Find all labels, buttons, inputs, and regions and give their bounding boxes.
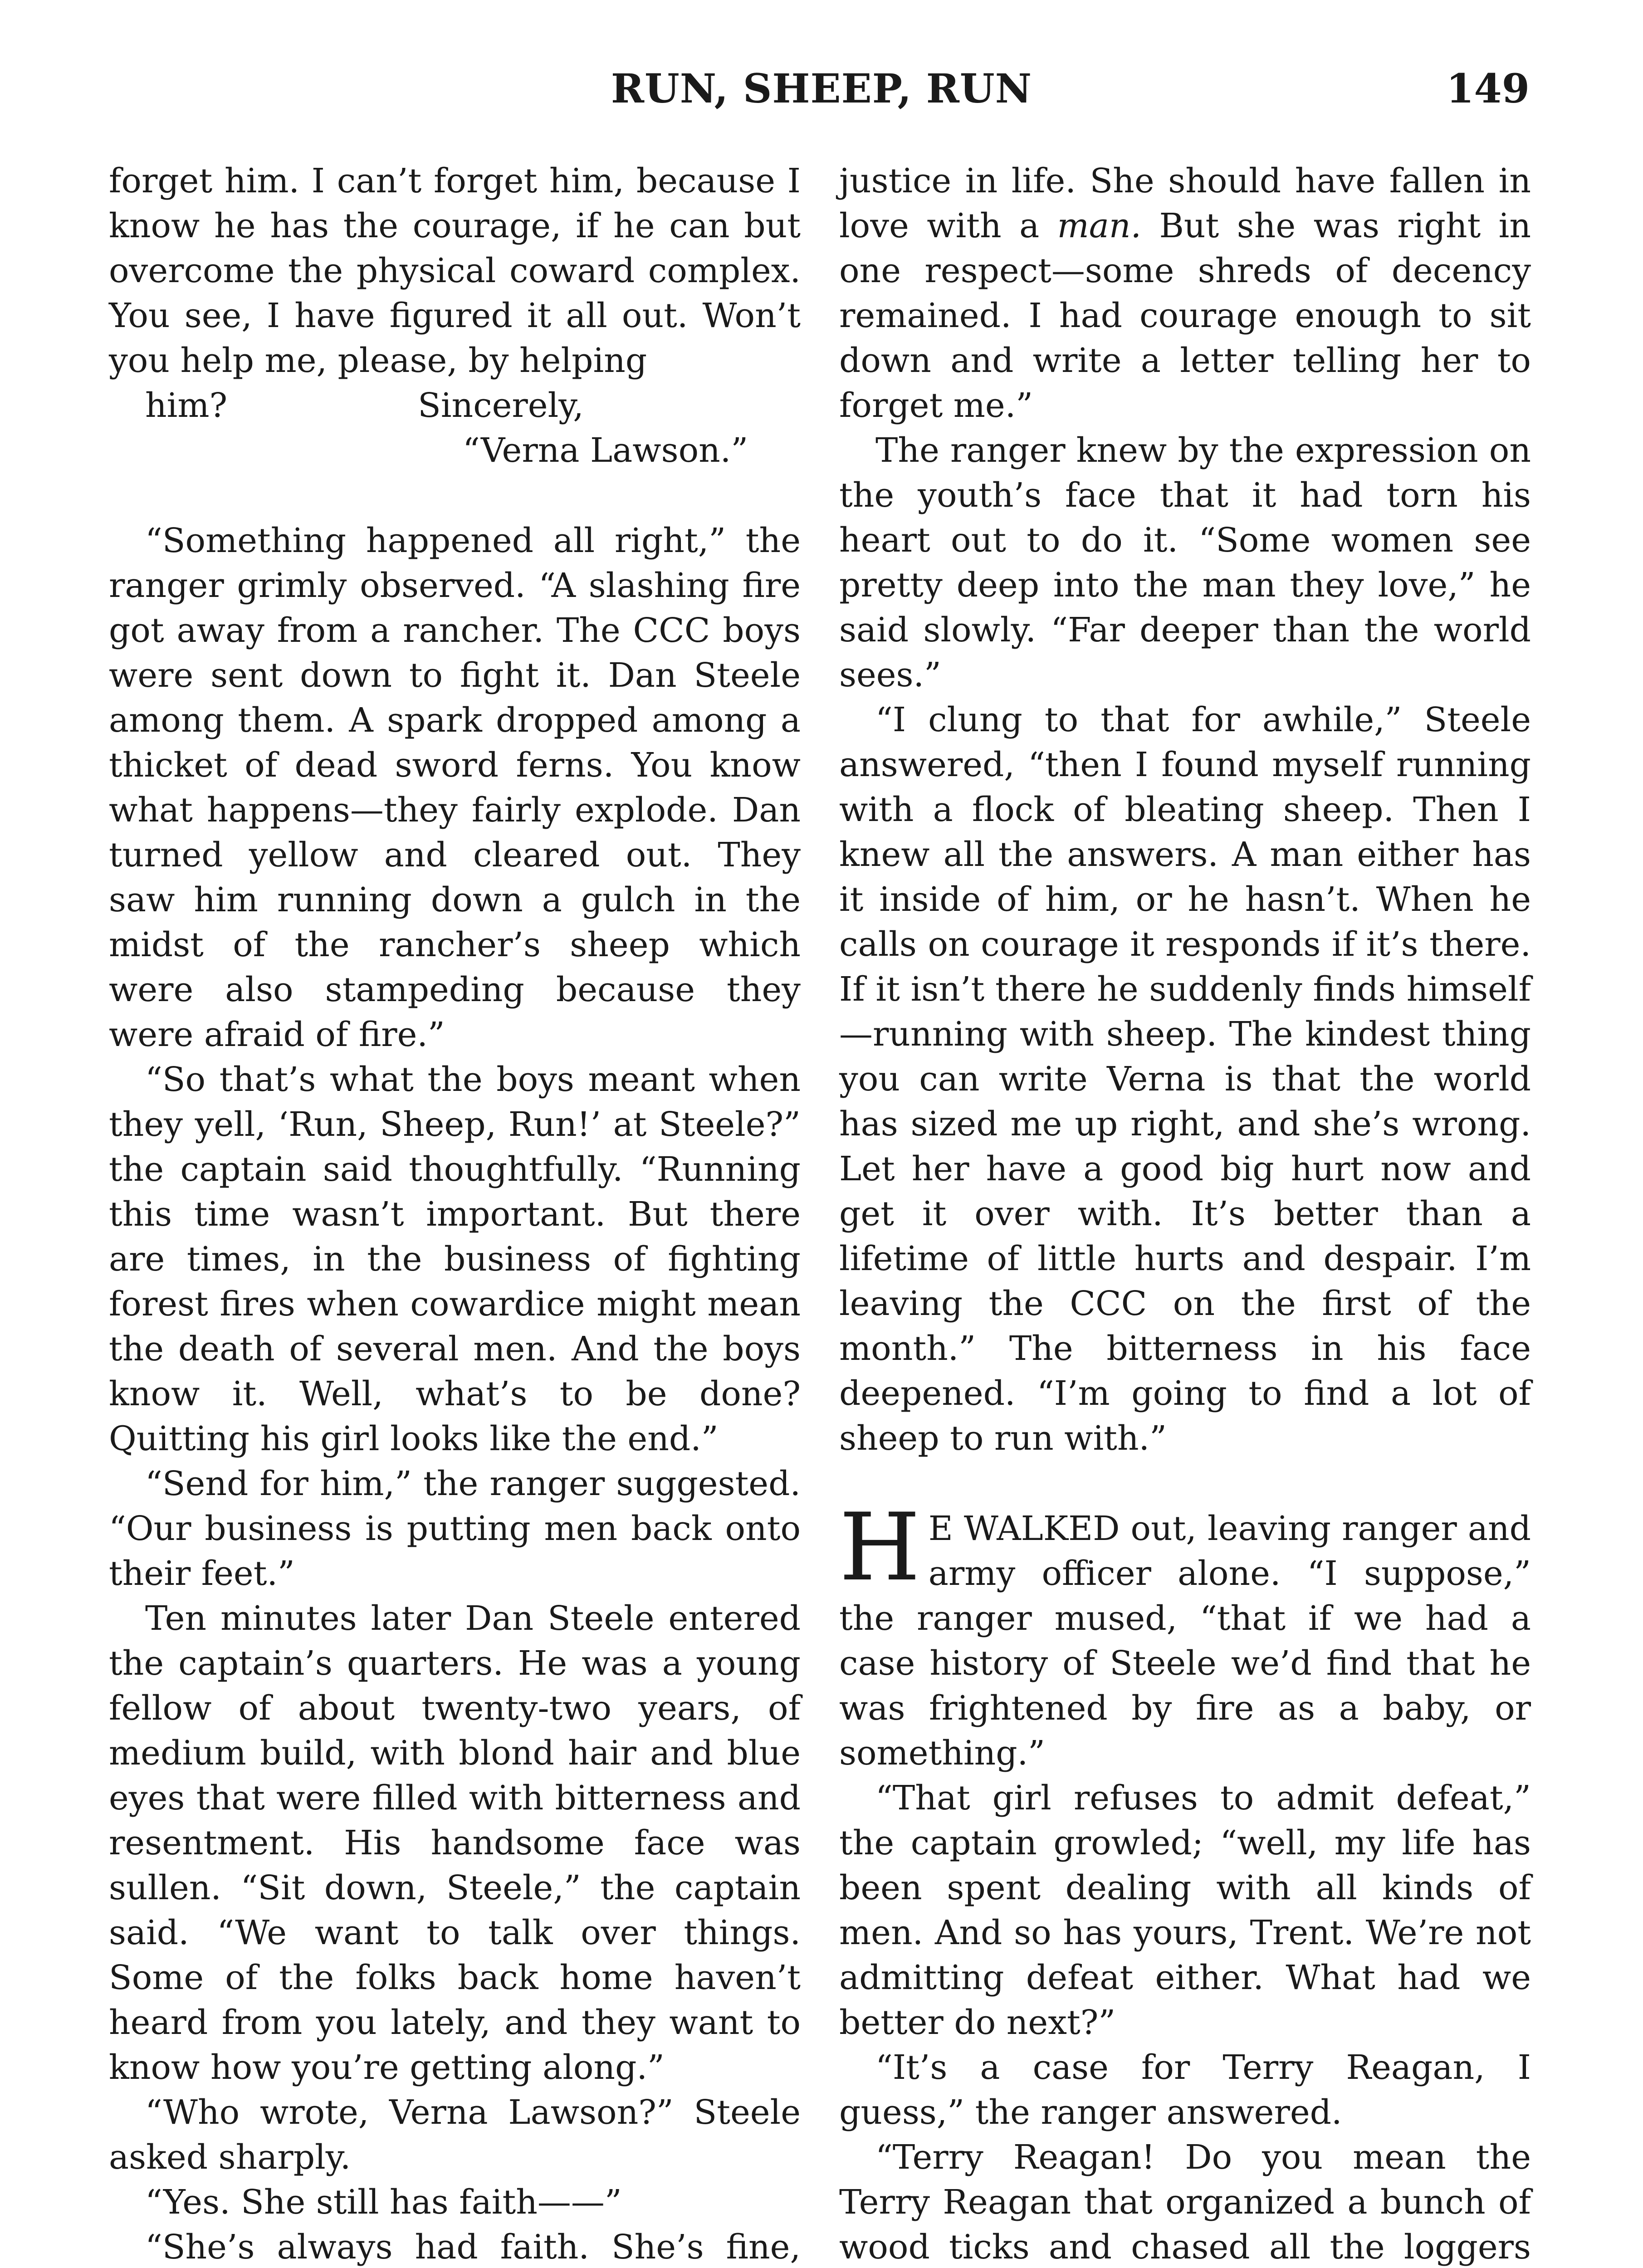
- body-paragraph: “She’s always had faith. She’s fine,: [145, 2228, 801, 2267]
- section-opening-paragraph: [839, 1494, 1531, 1776]
- body-paragraph: “Something happened all right,” the ranger grimly observed. “A slashing fire got away from a rancher. The CCC boys were sent down to fight it. Dan Steele among them. A spark dropped among a thicket of dead sword ferns. You know what happens—they fairly explode. Dan turned yellow and cleared out. They saw him running down a gulch in the midst of the rancher’s sheep which were also stampeding because they were afraid of fire.”: [109, 521, 801, 1054]
- body-paragraph: “It’s a case for Terry Reagan, I guess,” the ranger answered.: [839, 2048, 1531, 2132]
- page-title: RUN, SHEEP, RUN: [611, 65, 1032, 112]
- section-gap: [839, 1461, 1531, 1506]
- left-column: [109, 159, 801, 2268]
- letter-closing-line: [109, 383, 801, 428]
- page-number: 149: [1446, 65, 1530, 112]
- drop-cap: H: [839, 1494, 920, 1602]
- body-paragraph: “So that’s what the boys meant when they yell, ‘Run, Sheep, Run!’ at Steele?” the captain said thoughtfully. “Running this time wasn’t important. But there are times, in the business of fighting forest fires when cowardice might mean the death of several men. And the boys know it. Well, what’s to be done? Quitting his girl looks like the end.”: [109, 1060, 801, 1458]
- text-run: E WALKED out, leaving ranger and army officer alone. “I suppose,” the ranger mused, “that if we had a case history of Steele we’d find that he was frightened by fire as a baby, or something.”: [839, 1509, 1531, 1773]
- letter-paragraph: forget him. I can’t forget him, because I know he has the courage, if he can but overcome the physical coward complex. You see, I have figured it all out. Won’t you help me, please, by helping: [109, 161, 801, 380]
- emphasis-text: man.: [1057, 206, 1142, 245]
- body-paragraph: [839, 159, 1531, 428]
- body-paragraph: “Who wrote, Verna Lawson?” Steele asked sharply.: [109, 2093, 801, 2177]
- right-column: [839, 159, 1531, 2268]
- text-run: justice in life. She should have fallen in love with a: [839, 161, 1531, 245]
- body-paragraph: Ten minutes later Dan Steele entered the captain’s quarters. He was a young fellow of about twenty-two years, of medium build, with blond hair and blue eyes that were filled with bitterness and resentment. His handsome face was sullen. “Sit down, Steele,” the captain said. “We want to talk over things. Some of the folks back home haven’t heard from you lately, and they want to know how you’re getting along.”: [109, 1599, 801, 2087]
- body-paragraph: “That girl refuses to admit defeat,” the captain growled; “well, my life has been spent dealing with all kinds of men. And so has yours, Trent. We’re not admitting defeat either. What had we better do next?”: [839, 1779, 1531, 2042]
- letter-closing: Sincerely,: [418, 386, 584, 425]
- text-run: But she was right in one respect—some shreds of decency remained. I had courage enough to sit down and write a letter telling her to forget me.”: [839, 206, 1531, 425]
- letter-end-text: him?: [145, 386, 228, 425]
- body-paragraph: “Terry Reagan! Do you mean the Terry Reagan that organized a bunch of wood ticks and chased all the loggers: [839, 2138, 1531, 2267]
- letter-signature: “Verna Lawson.”: [463, 431, 748, 470]
- body-paragraph: “Yes. She still has faith——”: [145, 2183, 622, 2222]
- section-gap: [109, 473, 801, 518]
- body-paragraph: “Send for him,” the ranger suggested. “Our business is putting men back onto their feet.”: [109, 1464, 801, 1593]
- body-paragraph: The ranger knew by the expression on the youth’s face that it had torn his heart out to do it. “Some women see pretty deep into the man they love,” he said slowly. “Far deeper than the world sees.”: [839, 431, 1531, 694]
- body-paragraph: “I clung to that for awhile,” Steele answered, “then I found myself running with a flock of bleating sheep. Then I knew all the answers. A man either has it inside of him, or he hasn’t. When he calls on courage it responds if it’s there. If it isn’t there he suddenly finds himself —running with sheep. The kindest thing you can write Verna is that the world has sized me up right, and she’s wrong. Let her have a good big hurt now and get it over with. It’s better than a lifetime of little hurts and despair. I’m leaving the CCC on the first of the month.” The bitterness in his face deepened. “I’m going to find a lot of sheep to run with.”: [839, 700, 1531, 1458]
